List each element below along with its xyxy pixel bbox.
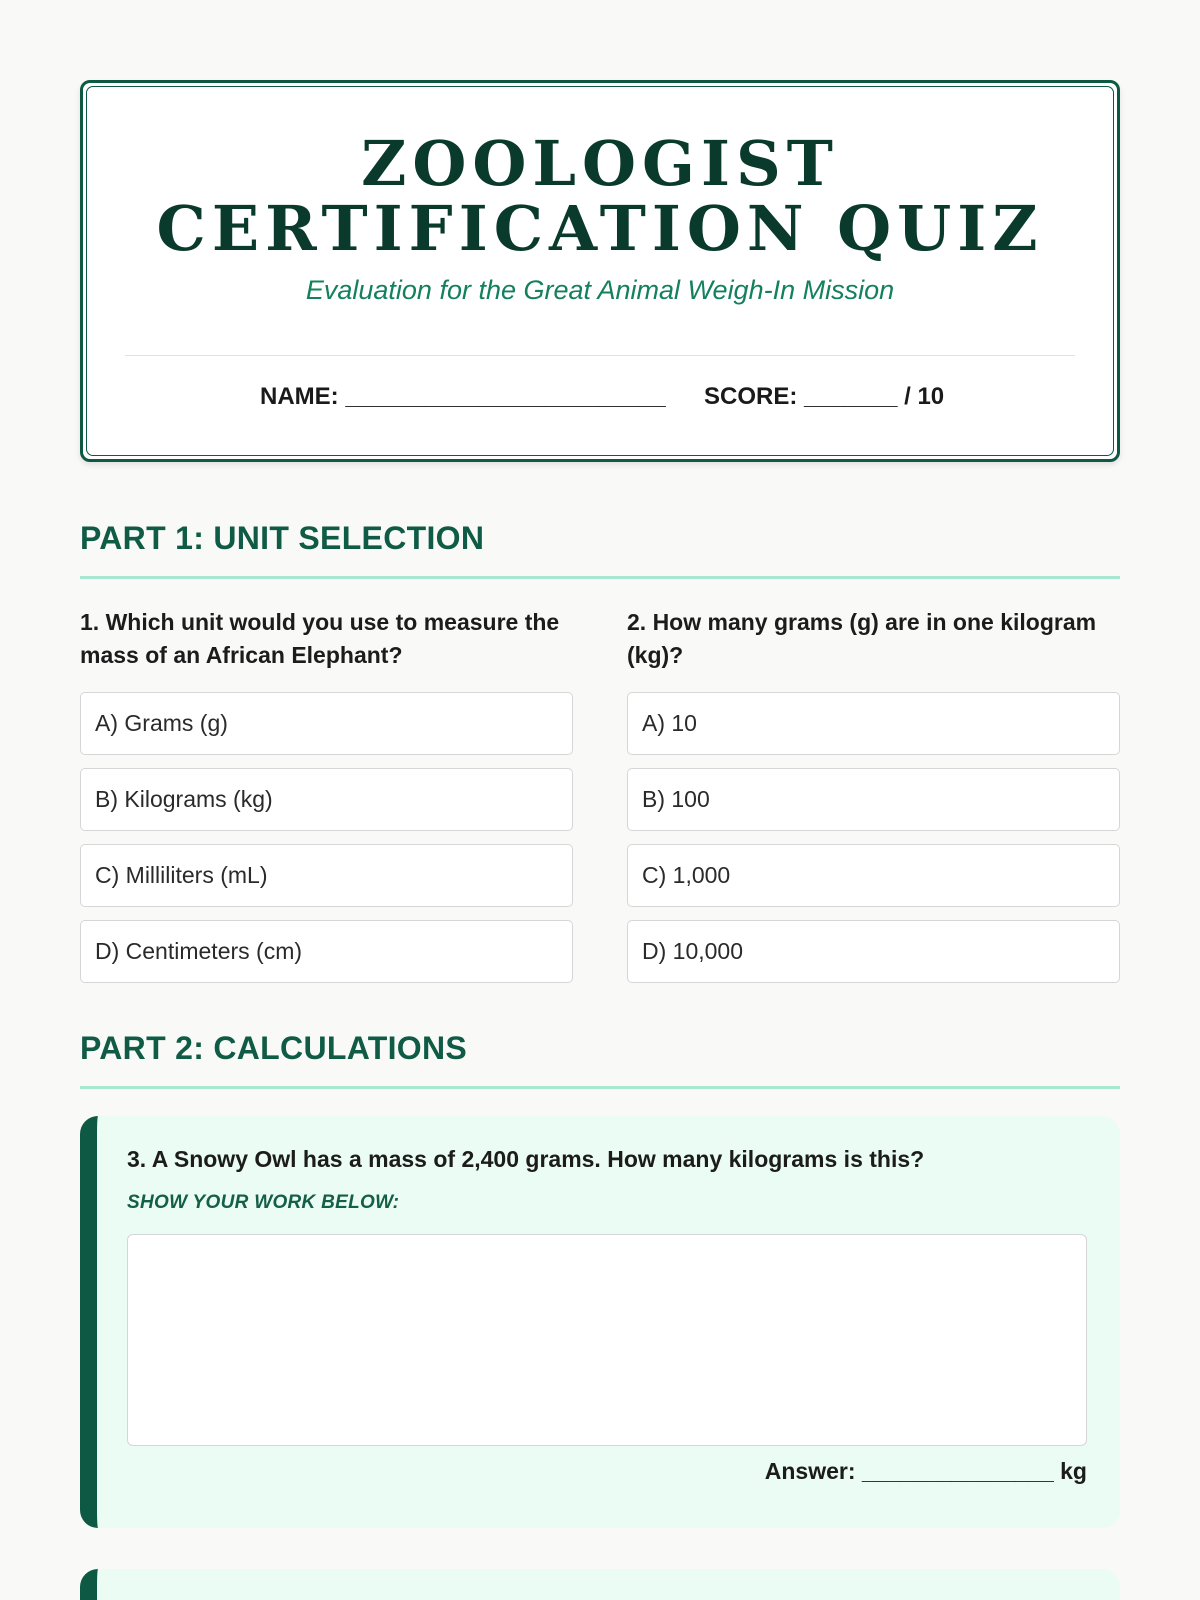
question-1 <box>80 606 573 996</box>
question-3-text: 3. A Snowy Owl has a mass of 2,400 grams. How many kilograms is this? <box>127 1146 925 1172</box>
question-2-text: 2. How many grams (g) are in one kilogram (kg)? <box>627 609 1097 668</box>
answer-field[interactable]: Answer: _______________ kg <box>764 1458 1087 1484</box>
header-divider <box>125 355 1075 356</box>
question-2 <box>627 606 1120 996</box>
part2-rule <box>80 1086 1120 1089</box>
quiz-subtitle: Evaluation for the Great Animal Weigh-In Mission <box>305 275 895 305</box>
name-field[interactable]: NAME: ________________________ <box>260 383 666 410</box>
q2-option-c[interactable]: C) 1,000 <box>627 844 1120 907</box>
part1-rule <box>80 576 1120 579</box>
q1-option-c[interactable]: C) Milliliters (mL) <box>80 844 573 907</box>
question-1-text: 1. Which unit would you use to measure the mass of an African Elephant? <box>80 609 560 668</box>
q1-option-d[interactable]: D) Centimeters (cm) <box>80 920 573 983</box>
part1-title: PART 1: UNIT SELECTION <box>80 520 485 556</box>
quiz-title <box>83 127 1117 265</box>
title-line-2: CERTIFICATION QUIZ <box>156 192 1044 265</box>
q2-option-d[interactable]: D) 10,000 <box>627 920 1120 983</box>
quiz-page <box>80 80 1120 1484</box>
q1-option-a[interactable]: A) Grams (g) <box>80 692 573 755</box>
header-card <box>80 80 1120 462</box>
q2-option-a[interactable]: A) 10 <box>627 692 1120 755</box>
work-label: SHOW YOUR WORK BELOW: <box>127 1192 400 1213</box>
work-area[interactable] <box>127 1234 1087 1446</box>
part2-title: PART 2: CALCULATIONS <box>80 1030 468 1066</box>
q1-option-b[interactable]: B) Kilograms (kg) <box>80 768 573 831</box>
title-line-1: ZOOLOGIST <box>361 127 839 200</box>
q2-option-b[interactable]: B) 100 <box>627 768 1120 831</box>
question-3-card <box>80 1116 1120 1528</box>
score-field[interactable]: SCORE: _______ / 10 <box>704 383 945 410</box>
question-4-card <box>80 1569 1120 1600</box>
